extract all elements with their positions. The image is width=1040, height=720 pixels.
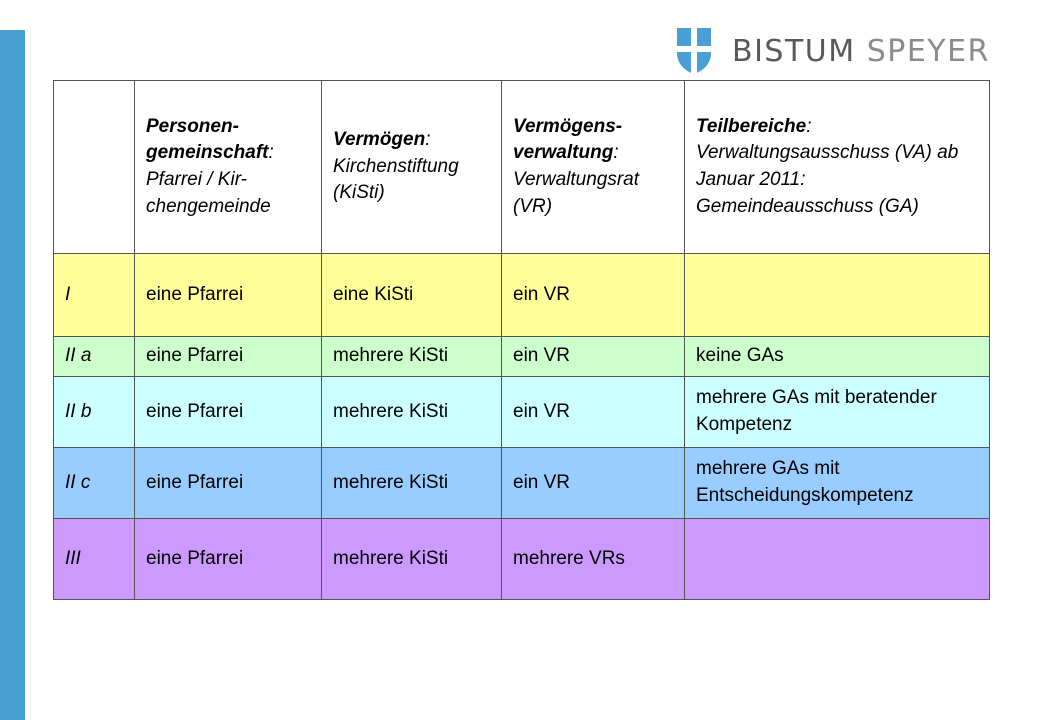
cell-vr: mehrere VRs xyxy=(502,519,685,600)
logo-word-speyer: SPEYER xyxy=(866,33,990,69)
row-label: III xyxy=(54,519,135,600)
cell-pfarrei: eine Pfarrei xyxy=(135,377,322,448)
cell-pfarrei: eine Pfarrei xyxy=(135,254,322,337)
cell-ga: mehrere GAs mit Entscheidungskompetenz xyxy=(685,448,990,519)
header-title: Vermögens-verwaltung xyxy=(513,115,623,164)
cell-ga xyxy=(685,254,990,337)
cell-kisti: mehrere KiSti xyxy=(322,337,502,377)
cell-vr: ein VR xyxy=(502,448,685,519)
table-row xyxy=(54,519,990,600)
cell-vr: ein VR xyxy=(502,337,685,377)
header-subtitle: Verwaltungsausschuss (VA) ab Januar 2011: Gemeindeausschuss (GA) xyxy=(696,142,959,217)
header-cell-vermoegensverwaltung: Vermögens-verwaltung: Verwaltungsrat (VR) xyxy=(502,81,685,254)
header-cell-personengemeinschaft: Personen-gemeinschaft: Pfarrei / Kir-chengemeinde xyxy=(135,81,322,254)
structure-table xyxy=(53,80,990,600)
table-row xyxy=(54,377,990,448)
cell-vr: ein VR xyxy=(502,254,685,337)
cell-kisti: eine KiSti xyxy=(322,254,502,337)
header-cell-empty xyxy=(54,81,135,254)
cell-kisti: mehrere KiSti xyxy=(322,519,502,600)
logo-wordmark xyxy=(732,34,990,69)
header-title: Teilbereiche xyxy=(696,115,807,137)
cell-pfarrei: eine Pfarrei xyxy=(135,337,322,377)
logo-word-bistum: BISTUM xyxy=(732,33,856,69)
cell-kisti: mehrere KiSti xyxy=(322,448,502,519)
table-row xyxy=(54,337,990,377)
cell-ga xyxy=(685,519,990,600)
table-header-row xyxy=(54,81,990,254)
cell-pfarrei: eine Pfarrei xyxy=(135,448,322,519)
header-cell-vermoegen: Vermögen: Kirchenstiftung (KiSti) xyxy=(322,81,502,254)
row-label: II c xyxy=(54,448,135,519)
shield-cross-icon xyxy=(676,27,712,75)
table-row xyxy=(54,448,990,519)
header-cell-teilbereiche: Teilbereiche: Verwaltungsausschuss (VA) ab Januar 2011: Gemeindeausschuss (GA) xyxy=(685,81,990,254)
header-subtitle: Verwaltungsrat (VR) xyxy=(513,169,640,217)
cell-ga: keine GAs xyxy=(685,337,990,377)
cell-pfarrei: eine Pfarrei xyxy=(135,519,322,600)
bistum-speyer-logo xyxy=(676,27,990,75)
header-title: Vermögen xyxy=(333,129,426,151)
cell-ga: mehrere GAs mit beratender Kompetenz xyxy=(685,377,990,448)
row-label: I xyxy=(54,254,135,337)
table-row xyxy=(54,254,990,337)
row-label: II a xyxy=(54,337,135,377)
header-subtitle: Pfarrei / Kir-chengemeinde xyxy=(146,169,271,217)
header-subtitle: Kirchenstiftung (KiSti) xyxy=(333,155,459,204)
row-label: II b xyxy=(54,377,135,448)
header-title: Personen-gemeinschaft xyxy=(146,115,269,164)
left-accent-bar xyxy=(0,30,25,720)
cell-vr: ein VR xyxy=(502,377,685,448)
cell-kisti: mehrere KiSti xyxy=(322,377,502,448)
